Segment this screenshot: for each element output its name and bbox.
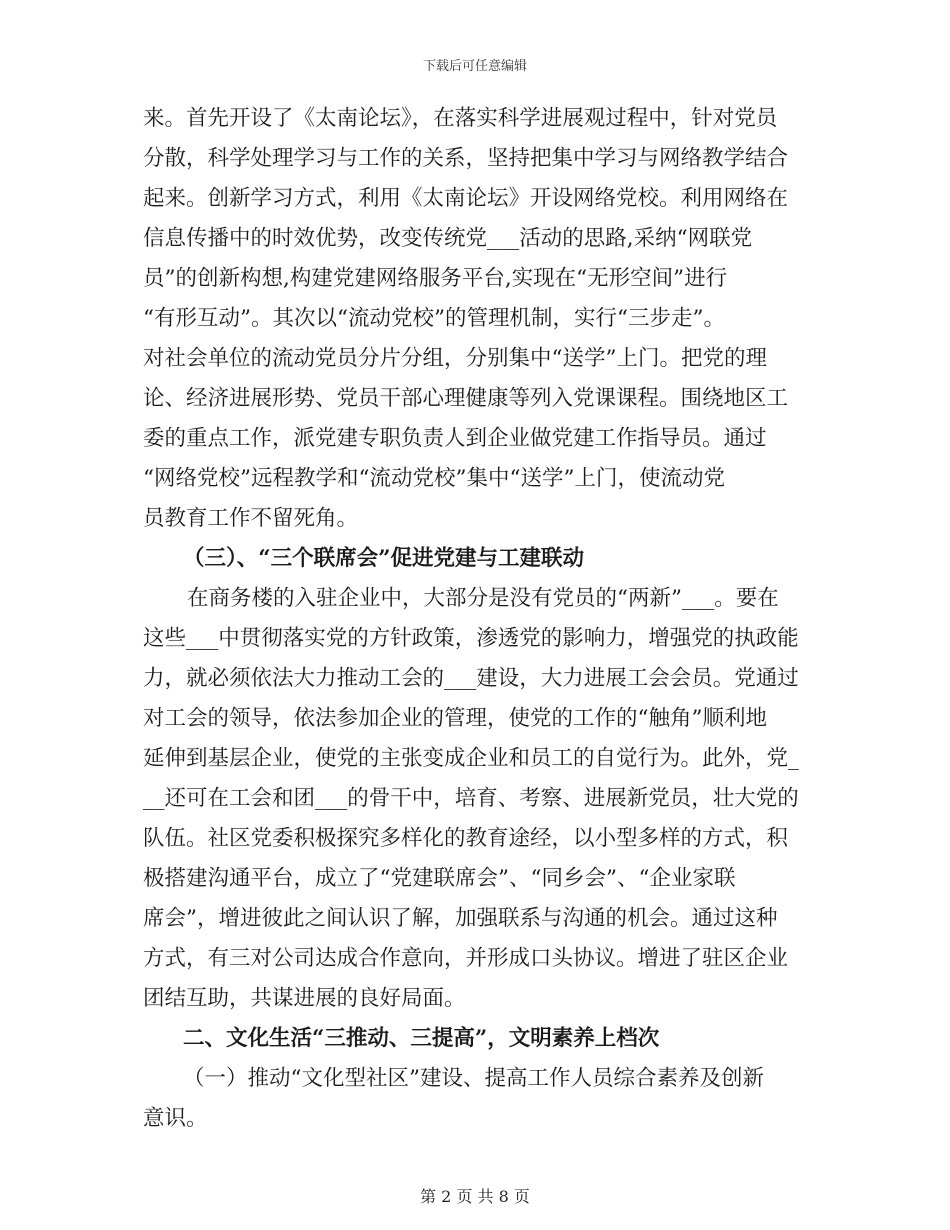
paragraph-line: 对社会单位的流动党员分片分组，分别集中“送学”上门。把党的理 [143, 346, 767, 371]
paragraph-line: __还可在工会和团___的骨干中，培育、考察、进展新党员，壮大党的 [143, 786, 799, 811]
paragraph-line: 员教育工作不留死角。 [143, 506, 359, 531]
section-heading: 二、文化生活“三推动、三提高”，文明素养上档次 [183, 1026, 660, 1051]
paragraph-line: 信息传播中的时效优势，改变传统党___活动的思路,采纳“网联党 [143, 226, 753, 251]
paragraph-line: 团结互助，共谋进展的良好局面。 [143, 986, 466, 1011]
page-footer: 第 2 页 共 8 页 [420, 1187, 530, 1206]
paragraph-line: （一）推动“文化型社区”建设、提高工作人员综合素养及创新 [183, 1066, 764, 1091]
paragraph-line: “网络党校”远程教学和“流动党校”集中“送学”上门，使流动党 [143, 466, 725, 491]
paragraph-line: 力，就必须依法大力推动工会的___建设，大力进展工会会员。党通过 [143, 666, 799, 691]
paragraph-line: 对工会的领导，依法参加企业的管理，使党的工作的“触角”顺利地 [143, 706, 767, 731]
paragraph-line: 论、经济进展形势、党员干部心理健康等列入党课课程。围绕地区工 [143, 386, 789, 411]
paragraph-line: 员”的创新构想,构建党建网络服务平台,实现在“无形空间”进行 [143, 266, 728, 291]
paragraph-line: 起来。创新学习方式，利用《太南论坛》开设网络党校。利用网络在 [143, 186, 789, 211]
paragraph-line: 席会”，增进彼此之间认识了解，加强联系与沟通的机会。通过这种 [143, 906, 778, 931]
paragraph-line: 方式，有三对公司达成合作意向，并形成口头协议。增进了驻区企业 [143, 946, 789, 971]
document-body [143, 102, 805, 1142]
paragraph-line: 分散，科学处理学习与工作的关系，坚持把集中学习与网络教学结合 [143, 146, 789, 171]
paragraph-line: 队伍。社区党委积极探究多样化的教育途经，以小型多样的方式，积 [143, 826, 789, 851]
page-header: 下载后可任意编辑 [422, 59, 527, 74]
paragraph-line: “有形互动”。其次以“流动党校”的管理机制，实行“三步走”。 [143, 306, 725, 331]
paragraph-line: 来。首先开设了《太南论坛》，在落实科学进展观过程中，针对党员 [143, 106, 778, 131]
paragraph-line: 延伸到基层企业，使党的主张变成企业和员工的自觉行为。此外，党_ [143, 746, 799, 771]
section-heading: （三）、“三个联席会”促进党建与工建联动 [183, 546, 584, 571]
paragraph-line: 在商务楼的入驻企业中，大部分是没有党员的“两新”___。要在 [187, 586, 779, 611]
paragraph-line: 这些___中贯彻落实党的方针政策，渗透党的影响力，增强党的执政能 [143, 626, 799, 651]
paragraph-line: 意识。 [143, 1106, 208, 1131]
paragraph-line: 极搭建沟通平台，成立了“党建联席会”、“同乡会”、“企业家联 [143, 866, 736, 891]
paragraph-line: 委的重点工作，派党建专职负责人到企业做党建工作指导员。通过 [143, 426, 767, 451]
